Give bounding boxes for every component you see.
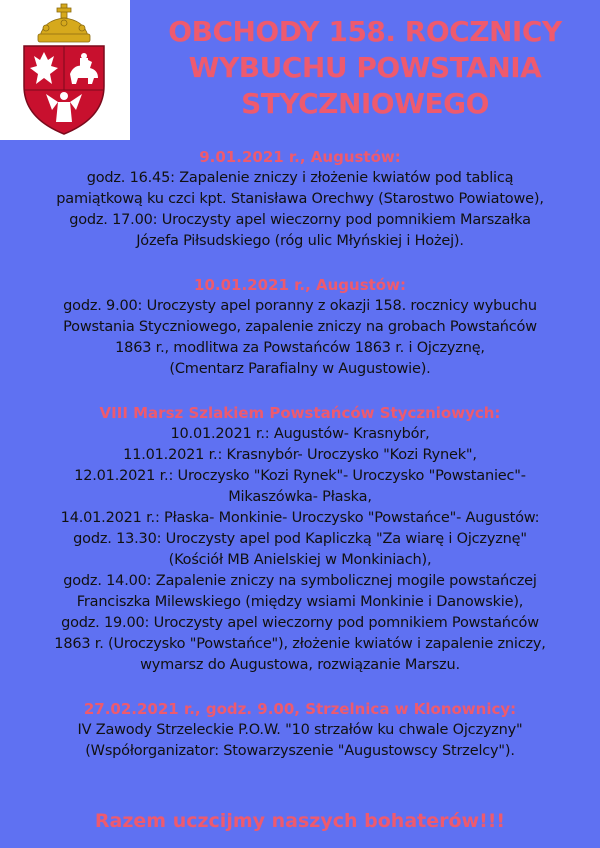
footer-slogan: Razem uczcijmy naszych bohaterów!!!: [94, 810, 506, 832]
section-line: 1863 r., modlitwa za Powstańców 1863 r. i Ojczyznę,: [115, 340, 485, 356]
section-heading: 10.01.2021 r., Augustów:: [194, 276, 406, 294]
section-line: Franciszka Milewskiego (między wsiami Monkinie i Danowskie),: [76, 594, 524, 610]
section-line: 12.01.2021 r.: Uroczysko "Kozi Rynek"- Uroczysko "Powstaniec"-: [74, 468, 526, 484]
section-line: (Współorganizator: Stowarzyszenie "Augustowscy Strzelcy").: [85, 743, 515, 759]
section-heading: 9.01.2021 r., Augustów:: [199, 148, 401, 166]
section-heading: VIII Marsz Szlakiem Powstańców Styczniowych:: [99, 404, 501, 422]
section-line: 1863 r. (Uroczysko "Powstańce"), złożenie kwiatów i zapalenie zniczy,: [54, 636, 546, 652]
section-line: Józefa Piłsudskiego (róg ulic Młyńskiej i Hożej).: [136, 233, 464, 249]
section-line: IV Zawody Strzeleckie P.O.W. "10 strzałów ku chwale Ojczyzny": [77, 722, 523, 738]
section-line: godz. 16.45: Zapalenie zniczy i złożenie kwiatów pod tablicą: [86, 170, 514, 186]
section-line: wymarsz do Augustowa, rozwiązanie Marszu.: [140, 657, 460, 673]
section-line: 11.01.2021 r.: Krasnybór- Uroczysko "Kozi Rynek",: [123, 447, 477, 463]
coat-of-arms: [0, 0, 130, 140]
title-line: STYCZNIOWEGO: [241, 87, 489, 120]
section-jan-10: [0, 274, 600, 380]
title-line: OBCHODY 158. ROCZNICY: [168, 15, 562, 48]
section-line: Mikaszówka- Płaska,: [228, 489, 372, 505]
section-line: (Cmentarz Parafialny w Augustowie).: [169, 361, 431, 377]
section-jan-9: [0, 146, 600, 252]
page-title: [130, 14, 600, 122]
section-line: 14.01.2021 r.: Płaska- Monkinie- Uroczysko "Powstańce"- Augustów:: [60, 510, 540, 526]
section-line: Powstania Styczniowego, zapalenie zniczy na grobach Powstańców: [63, 319, 537, 335]
section-feb-27: [0, 698, 600, 762]
section-heading: 27.02.2021 r., godz. 9.00, Strzelnica w Klonownicy:: [83, 700, 517, 718]
section-line: godz. 13.30: Uroczysty apel pod Kapliczką "Za wiarę i Ojczyznę": [73, 531, 527, 547]
polish-lithuanian-coat-of-arms-icon: [14, 2, 114, 138]
section-march: [0, 402, 600, 676]
section-line: godz. 14.00: Zapalenie zniczy na symbolicznej mogile powstańczej: [63, 573, 537, 589]
section-line: pamiątkową ku czci kpt. Stanisława Orechwy (Starostwo Powiatowe),: [56, 191, 544, 207]
program-content: [0, 146, 600, 762]
title-line: WYBUCHU POWSTANIA: [188, 51, 542, 84]
section-line: godz. 9.00: Uroczysty apel poranny z okazji 158. rocznicy wybuchu: [63, 298, 537, 314]
section-line: godz. 19.00: Uroczysty apel wieczorny pod pomnikiem Powstańców: [61, 615, 539, 631]
section-line: 10.01.2021 r.: Augustów- Krasnybór,: [170, 426, 430, 442]
section-line: (Kościół MB Anielskiej w Monkiniach),: [168, 552, 432, 568]
section-line: godz. 17.00: Uroczysty apel wieczorny pod pomnikiem Marszałka: [69, 212, 531, 228]
